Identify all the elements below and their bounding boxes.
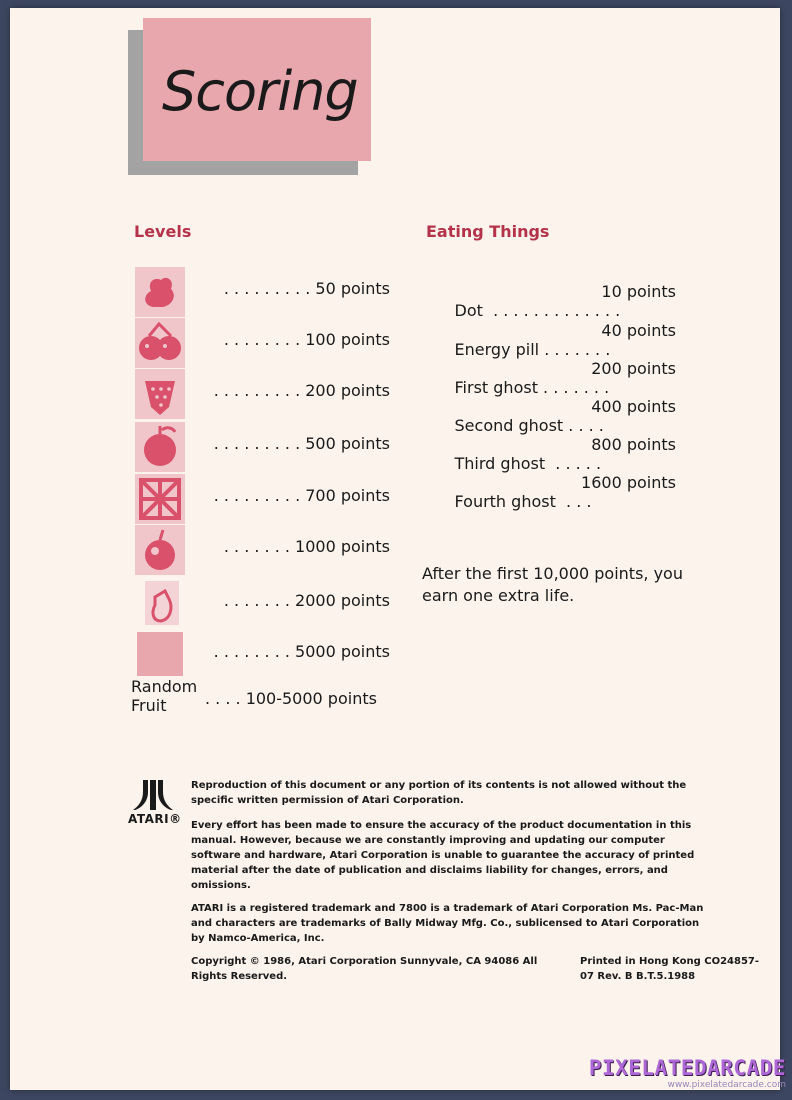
- eating-points: 1600 points: [581, 473, 676, 492]
- random-fruit-label: Random Fruit: [131, 677, 198, 715]
- atari-logo: [128, 780, 182, 826]
- eating-row: [424, 473, 676, 549]
- eating-points: 10 points: [601, 282, 676, 301]
- orange-icon: [135, 369, 185, 419]
- atari-fuji-icon: [133, 780, 173, 810]
- page-title: Scoring: [162, 60, 358, 123]
- print-info: Printed in Hong Kong CO24857-07 Rev. B B.T.5.1988: [580, 956, 760, 982]
- level-row: [130, 267, 390, 317]
- eating-item: Third ghost . . . . .: [454, 454, 602, 473]
- level-points: . . . . . . . . 5000 points: [213, 642, 390, 661]
- watermark-text: PIXELATEDARCADE: [588, 1056, 786, 1080]
- eating-item: Dot . . . . . . . . . . . . .: [454, 301, 621, 320]
- eating-points: 400 points: [591, 397, 676, 416]
- level-row: [130, 579, 390, 629]
- copyright-notice: Copyright © 1986, Atari Corporation Sunnyvale, CA 94086 All Rights Reserved.: [191, 956, 538, 982]
- random-fruit-points: . . . . 100-5000 points: [205, 689, 377, 708]
- level-row: [130, 369, 390, 419]
- level-row: [130, 318, 390, 368]
- trademark-notice: ATARI is a registered trademark and 7800 is a trademark of Atari Corporation Ms. Pac-Man and characters are trademarks of Bally Midway Mfg. Co., sublicensed to Atari Corporation by Namco-America, Inc.: [191, 903, 704, 944]
- cherry-icon: [135, 267, 185, 317]
- eating-points: 800 points: [591, 435, 676, 454]
- levels-heading: Levels: [134, 222, 192, 241]
- accuracy-disclaimer: Every effort has been made to ensure the accuracy of the product documentation in this manual. However, because we are constantly improving and updating our computer software and hardware, Atari Corporation is unable to guarantee the accuracy of printed material after the date of publication and disclaims liability for changes, errors, and omissions.: [191, 820, 695, 891]
- apple-icon: [135, 474, 185, 524]
- manual-page: [10, 8, 780, 1090]
- eating-things-heading: Eating Things: [426, 222, 550, 241]
- eating-points: 40 points: [601, 321, 676, 340]
- watermark: [589, 1056, 786, 1090]
- level-points: . . . . . . . . 100 points: [223, 330, 390, 349]
- level-points: . . . . . . . 2000 points: [223, 591, 390, 610]
- extra-life-note: After the first 10,000 points, you earn one extra life.: [422, 564, 683, 605]
- pear-icon: [135, 525, 185, 575]
- strawberry-icon: [135, 318, 185, 368]
- level-row: [130, 630, 390, 680]
- level-points: . . . . . . . 1000 points: [223, 537, 390, 556]
- level-points: . . . . . . . . . 50 points: [223, 279, 390, 298]
- level-row: [130, 474, 390, 524]
- eating-item: Second ghost . . . .: [454, 416, 604, 435]
- level-row: [130, 525, 390, 575]
- eating-item: Energy pill . . . . . . .: [454, 340, 611, 359]
- level-points: . . . . . . . . . 700 points: [213, 486, 390, 505]
- square-icon: [135, 630, 185, 680]
- level-points: . . . . . . . . . 200 points: [213, 381, 390, 400]
- eating-item: Fourth ghost . . .: [454, 492, 592, 511]
- reproduction-notice: Reproduction of this document or any portion of its contents is not allowed without the specific written permission of Atari Corporation.: [191, 780, 687, 806]
- pretzel-icon: [135, 422, 185, 472]
- eating-item: First ghost . . . . . . .: [454, 378, 610, 397]
- eating-points: 200 points: [591, 359, 676, 378]
- level-row: [130, 422, 390, 472]
- atari-logo-text: ATARI®: [128, 812, 182, 826]
- watermark-url: www.pixelatedarcade.com: [667, 1080, 786, 1090]
- banana-icon: [135, 579, 185, 629]
- level-points: . . . . . . . . . 500 points: [213, 434, 390, 453]
